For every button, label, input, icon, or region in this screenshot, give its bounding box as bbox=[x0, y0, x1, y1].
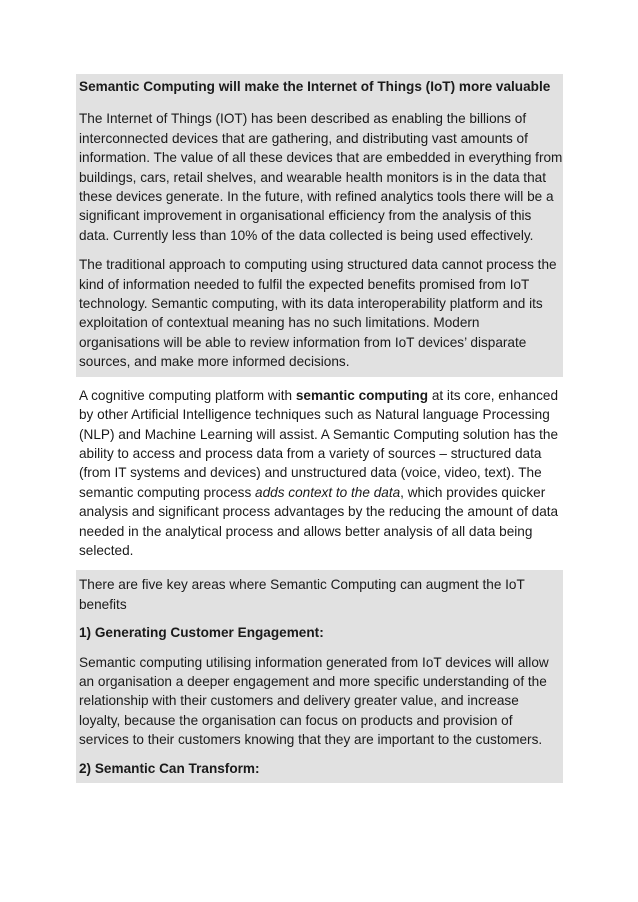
document-title: Semantic Computing will make the Internet of Things (IoT) more valuable bbox=[76, 74, 563, 98]
section-heading-2: 2) Semantic Can Transform: bbox=[76, 755, 563, 783]
paragraph-text: at its core, enhanced by other Artificial Intelligence techniques such as Natural language Processing (NLP) and Machine Learning will assist. A Semantic Computing solution has the ability to access and process data from a variety of sources – structured data (from IT systems and devices) and unstructured data (voice, video, text). The semantic computing process bbox=[79, 387, 559, 500]
paragraph-key-areas: There are five key areas where Semantic Computing can augment the IoT benefits bbox=[76, 570, 563, 619]
bold-term: semantic computing bbox=[295, 387, 429, 403]
paragraph-customer-engagement: Semantic computing utilising information generated from IoT devices will allow an organisation a deeper engagement and more specific understanding of the relationship with their customers and delivery greater value, and increase loyalty, because the organisation can focus on products and provision of services to their customers knowing that they are important to the customers. bbox=[76, 648, 563, 755]
paragraph-intro: The Internet of Things (IOT) has been described as enabling the billions of interconnected devices that are gathering, and distributing vast amounts of information. The value of all these devices that are embedded in everything from buildings, cars, retail shelves, and wearable health monitors is in the data that these devices generate. In the future, with refined analytics tools there will be a significant improvement in organisational efficiency from the analysis of this data. Currently less than 10% of the data collected is being used effectively. bbox=[76, 104, 563, 250]
italic-phrase: adds context to the data bbox=[255, 484, 401, 500]
document-page bbox=[76, 74, 563, 783]
paragraph-cognitive-platform bbox=[76, 377, 563, 566]
paragraph-text: , which provides quicker analysis and significant process advantages by the reducing the amount of data needed in the analytical process and allows better analysis of all data being selected. bbox=[79, 484, 559, 558]
paragraph-text: A cognitive computing platform with bbox=[79, 387, 296, 403]
section-heading-1: 1) Generating Customer Engagement: bbox=[76, 619, 563, 647]
paragraph-traditional-approach: The traditional approach to computing using structured data cannot process the kind of information needed to fulfil the expected benefits promised from IoT technology. Semantic computing, with its data interoperability platform and its exploitation of contextual meaning has no such limitations. Modern organisations will be able to review information from IoT devices’ disparate sources, and make more informed decisions. bbox=[76, 250, 563, 376]
